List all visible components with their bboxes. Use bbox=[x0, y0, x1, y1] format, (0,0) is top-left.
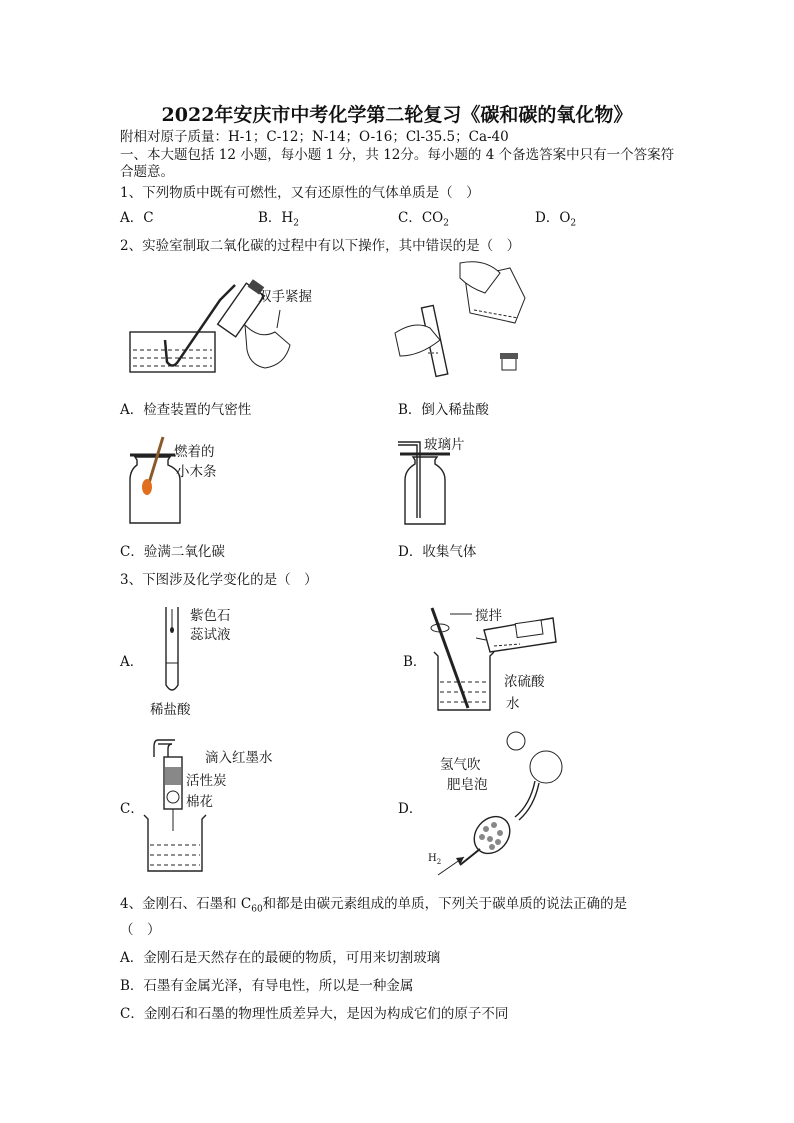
q3-fig-a-label3: 稀盐酸 bbox=[150, 702, 191, 718]
section-instructions-line2: 合题意。 bbox=[120, 164, 174, 180]
q3-figure-hydrogen-bubbles bbox=[420, 725, 570, 880]
q3-fig-d-label1: 氢气吹 bbox=[440, 757, 481, 773]
q2-option-d: D．收集气体 bbox=[398, 544, 477, 560]
q3-fig-c-label2: 活性炭 bbox=[186, 773, 227, 789]
q1-option-c: C．$CO_2$ bbox=[398, 210, 449, 229]
q3-option-c: C． bbox=[120, 801, 144, 817]
q3-stem: 3、下图涉及化学变化的是（ ） bbox=[120, 572, 318, 588]
q3-fig-c-label3: 棉花 bbox=[186, 794, 213, 810]
q3-option-b: B． bbox=[403, 654, 427, 670]
q3-fig-c-label1: 滴入红墨水 bbox=[205, 750, 273, 766]
q3-fig-d-label2: 肥皂泡 bbox=[447, 777, 488, 793]
q3-figure-test-tube bbox=[160, 605, 190, 697]
q1-option-a: A．C bbox=[120, 210, 154, 226]
q4-answer-paren: （ ） bbox=[120, 922, 161, 938]
q4-option-a: A．金刚石是天然存在的最硬的物质，可用来切割玻璃 bbox=[120, 950, 441, 966]
q3-fig-a-label1: 紫色石 bbox=[190, 608, 231, 624]
q3-fig-d-h2-label: $H_2$ bbox=[428, 853, 442, 866]
q2-figure-pour-acid bbox=[390, 258, 540, 383]
q4-option-c: C．金刚石和石墨的物理性质差异大，是因为构成它们的原子不同 bbox=[120, 1006, 509, 1022]
section-instructions-line1: 一、本大题包括 12 小题，每小题 1 分，共 12分。每小题的 4 个备选答案中只有一个答案符 bbox=[120, 147, 675, 163]
q2-fig-c-label2: 小木条 bbox=[176, 464, 217, 480]
q2-stem: 2、实验室制取二氧化碳的过程中有以下操作，其中错误的是（ ） bbox=[120, 238, 521, 254]
q2-fig-c-label1: 燃着的 bbox=[174, 444, 215, 460]
q4-stem: 4、金刚石、石墨和 $C_{60}$和都是由碳元素组成的单质，下列关于碳单质的说法正确的是 bbox=[120, 896, 628, 915]
q1-option-d: D．$O_2$ bbox=[535, 210, 577, 229]
q3-option-a: A． bbox=[120, 654, 144, 670]
q1-stem: 1、下列物质中既有可燃性，又有还原性的气体单质是（ ） bbox=[120, 185, 480, 201]
q3-fig-b-label3: 水 bbox=[506, 696, 520, 712]
atomic-mass-line: 附相对原子质量：H-1；C-12；N-14；O-16；Cl-35.5；Ca-40 bbox=[120, 129, 509, 145]
q2-fig-d-label: 玻璃片 bbox=[424, 437, 465, 453]
q3-fig-a-label2: 蕊试液 bbox=[190, 627, 231, 643]
q3-option-d: D． bbox=[398, 801, 423, 817]
q2-option-c: C．验满二氧化碳 bbox=[120, 544, 225, 560]
q3-fig-b-label1: 搅拌 bbox=[475, 608, 502, 624]
q4-option-b: B．石墨有金属光泽，有导电性，所以是一种金属 bbox=[120, 978, 414, 994]
q2-fig-a-label: 双手紧握 bbox=[258, 289, 312, 305]
q2-option-a: A．检查装置的气密性 bbox=[120, 402, 252, 418]
q2-option-b: B．倒入稀盐酸 bbox=[398, 402, 489, 418]
q3-fig-b-label2: 浓硫酸 bbox=[504, 674, 545, 690]
q1-option-b: B．$H_2$ bbox=[258, 210, 299, 229]
page-title: 2022年安庆市中考化学第二轮复习《碳和碳的氧化物》 bbox=[161, 104, 633, 126]
